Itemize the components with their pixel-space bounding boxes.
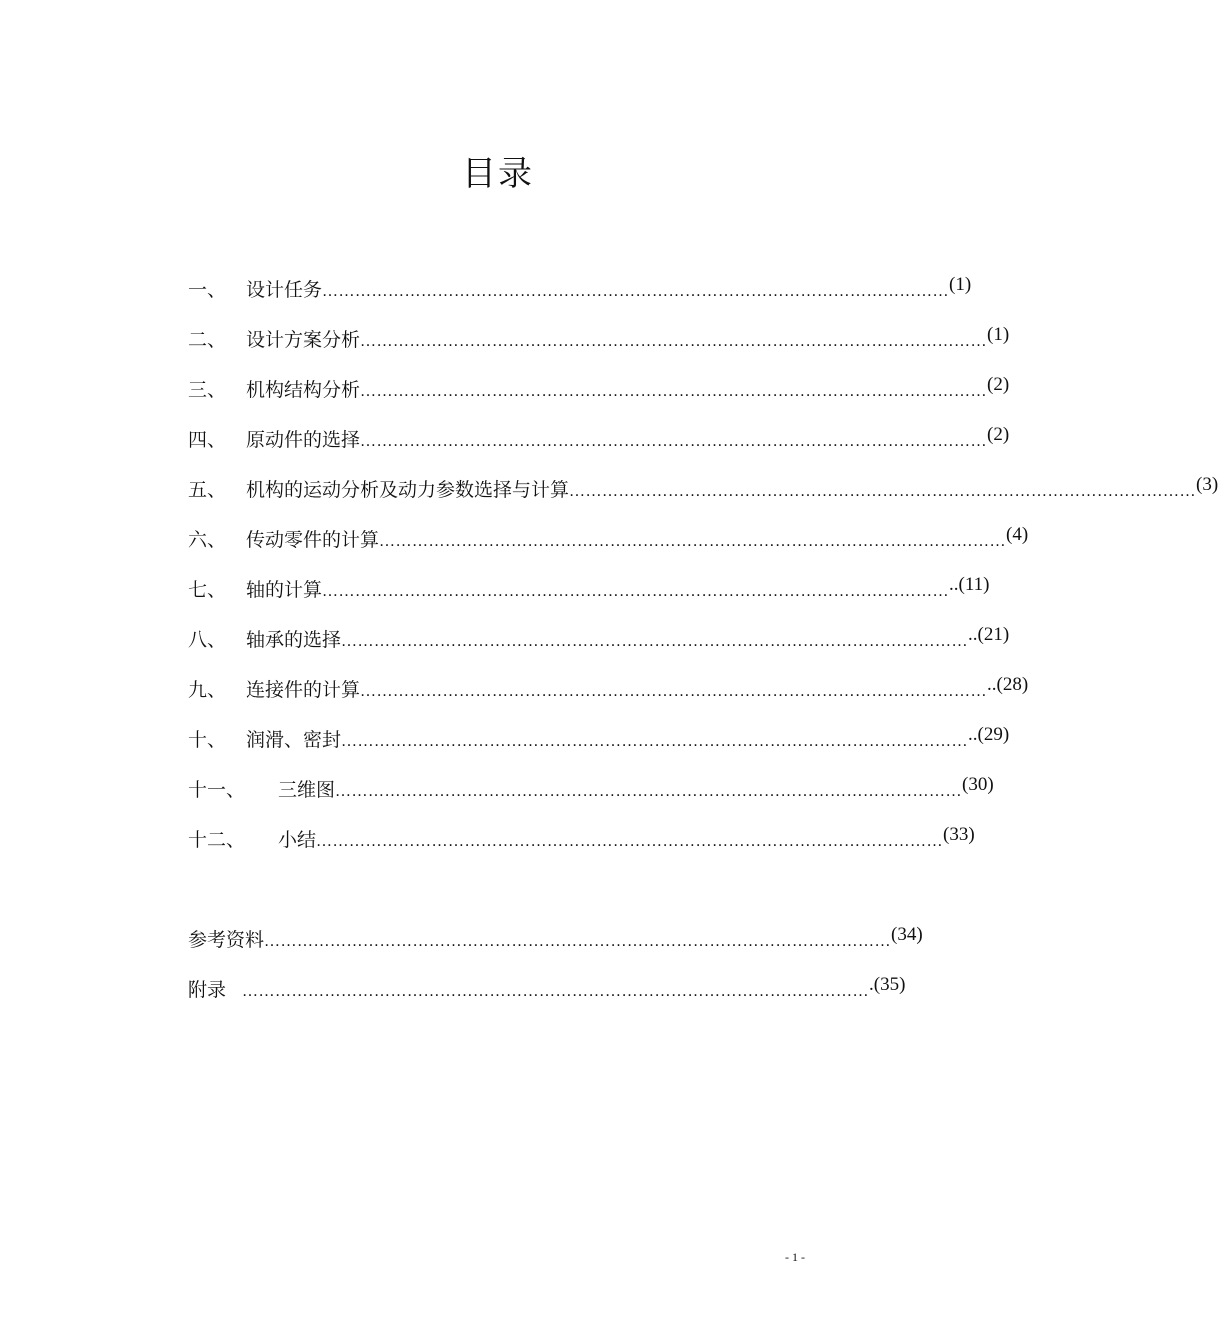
- page-title: 目录: [462, 154, 534, 194]
- toc-entry-page: (1): [987, 324, 1010, 345]
- toc-entry-8[interactable]: [188, 618, 1010, 668]
- toc-entry-page: (4): [1006, 524, 1029, 545]
- toc-leader-dots: ……………………………………………………………………………………………………: [316, 833, 944, 850]
- toc-leader-dots: ……………………………………………………………………………………………………: [341, 733, 969, 750]
- toc-entry-title: 润滑、密封: [246, 729, 342, 751]
- toc-entry-11[interactable]: [188, 768, 994, 818]
- toc-entry-page: (1): [949, 274, 972, 295]
- toc-entry-title: 传动零件的计算: [246, 529, 380, 551]
- toc-leader-dots: ……………………………………………………………………………………………………: [322, 583, 950, 600]
- toc-entry-number: 九、: [188, 679, 227, 701]
- toc-leader-dots: ……………………………………………………………………………………………………: [242, 983, 870, 1000]
- toc-entry-number: 五、: [188, 479, 227, 501]
- toc-entry-title: 三维图: [278, 779, 336, 801]
- toc-leader-dots: ……………………………………………………………………………………………………: [341, 633, 969, 650]
- table-of-contents: [188, 268, 1218, 1018]
- toc-entry-6[interactable]: [188, 518, 1029, 568]
- toc-entry-page: .(35): [869, 974, 906, 995]
- toc-entry-1[interactable]: [188, 268, 972, 318]
- toc-leader-dots: ……………………………………………………………………………………………………: [335, 783, 963, 800]
- toc-entry-title: 小结: [278, 829, 317, 851]
- toc-leader-dots: ……………………………………………………………………………………………………: [569, 483, 1197, 500]
- toc-entry-number: 六、: [188, 529, 227, 551]
- toc-leader-dots: ……………………………………………………………………………………………………: [360, 683, 988, 700]
- toc-entry-title: 轴承的选择: [246, 629, 342, 651]
- toc-entry-page: (34): [891, 924, 923, 945]
- toc-entry-page: ..(29): [968, 724, 1010, 745]
- toc-entry-number: 七、: [188, 579, 227, 601]
- toc-section-gap: [188, 868, 768, 918]
- toc-entry-page: (3): [1196, 474, 1218, 495]
- toc-entry-page: ..(28): [987, 674, 1029, 695]
- toc-entry-page: (2): [987, 374, 1010, 395]
- toc-entry-5[interactable]: [188, 468, 1218, 518]
- toc-entry-number: 二、: [188, 329, 227, 351]
- toc-entry-title: 机构的运动分析及动力参数选择与计算: [246, 479, 570, 501]
- toc-entry-references[interactable]: [188, 918, 923, 968]
- toc-entry-number: 十二、: [188, 829, 246, 851]
- toc-entry-10[interactable]: [188, 718, 1010, 768]
- toc-entry-number: 三、: [188, 379, 227, 401]
- toc-entry-3[interactable]: [188, 368, 1010, 418]
- toc-entry-number: 一、: [188, 279, 227, 301]
- toc-entry-page: (30): [962, 774, 994, 795]
- toc-entry-4[interactable]: [188, 418, 1010, 468]
- toc-entry-2[interactable]: [188, 318, 1010, 368]
- toc-entry-number: 十一、: [188, 779, 246, 801]
- toc-leader-dots: ……………………………………………………………………………………………………: [360, 333, 988, 350]
- toc-leader-dots: ……………………………………………………………………………………………………: [264, 933, 892, 950]
- toc-entry-title: 附录: [188, 979, 227, 1001]
- page-number: - 1 -: [785, 1250, 805, 1264]
- toc-leader-dots: ……………………………………………………………………………………………………: [379, 533, 1007, 550]
- toc-entry-12[interactable]: [188, 818, 975, 868]
- toc-entry-number: 十、: [188, 729, 227, 751]
- toc-leader-dots: ……………………………………………………………………………………………………: [360, 383, 988, 400]
- toc-entry-number: 四、: [188, 429, 227, 451]
- toc-entry-page: ..(11): [949, 574, 990, 595]
- toc-entry-title: 参考资料: [188, 929, 265, 951]
- toc-entry-title: 设计任务: [246, 279, 323, 301]
- toc-entry-9[interactable]: [188, 668, 1029, 718]
- toc-entry-page: (2): [987, 424, 1010, 445]
- toc-entry-title: 设计方案分析: [246, 329, 361, 351]
- toc-entry-page: ..(21): [968, 624, 1010, 645]
- toc-entry-number: 八、: [188, 629, 227, 651]
- toc-entry-7[interactable]: [188, 568, 990, 618]
- toc-entry-title: 连接件的计算: [246, 679, 361, 701]
- toc-entry-title: 轴的计算: [246, 579, 323, 601]
- toc-entry-title: 机构结构分析: [246, 379, 361, 401]
- toc-entry-appendix[interactable]: [188, 968, 906, 1018]
- toc-entry-page: (33): [943, 824, 975, 845]
- toc-entry-title: 原动件的选择: [246, 429, 361, 451]
- toc-leader-dots: ……………………………………………………………………………………………………: [322, 283, 950, 300]
- toc-leader-dots: ……………………………………………………………………………………………………: [360, 433, 988, 450]
